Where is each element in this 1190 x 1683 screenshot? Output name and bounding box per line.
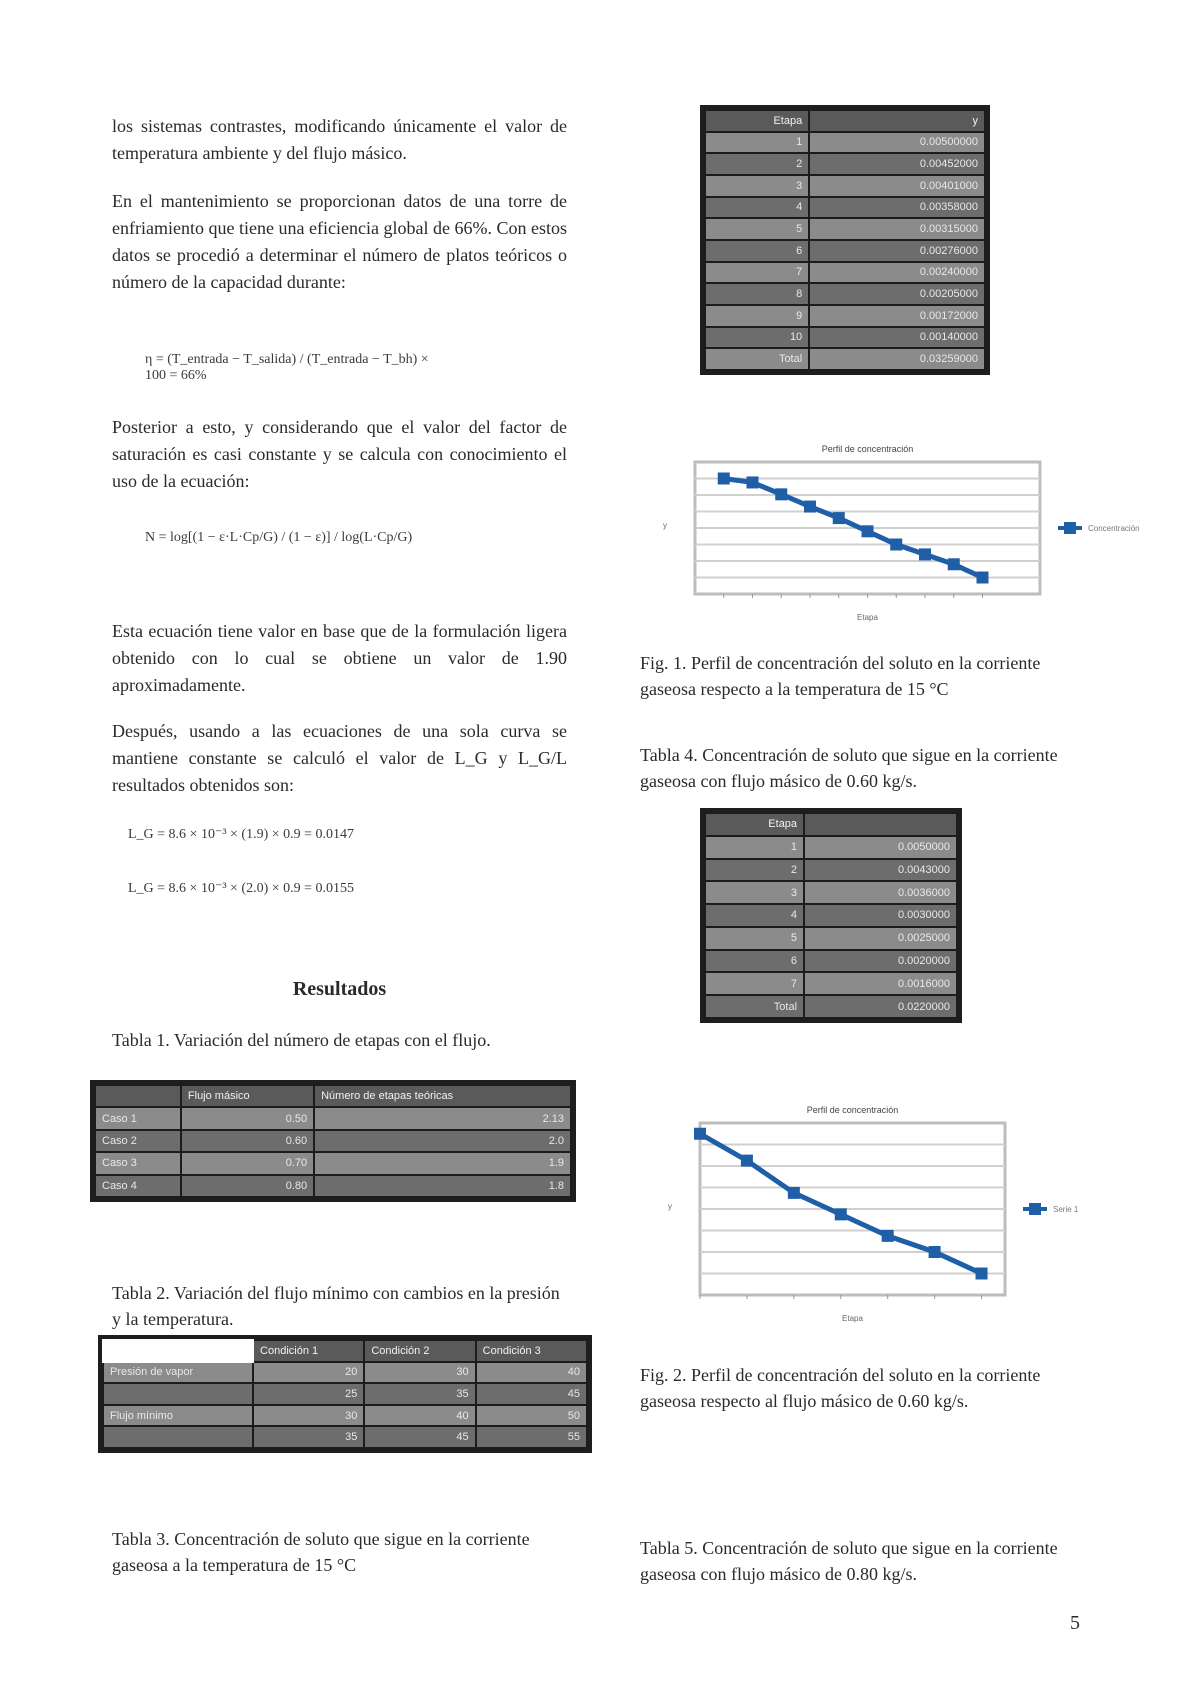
table-header-row	[705, 110, 985, 132]
table-cell: Total	[705, 995, 804, 1018]
chart-1-svg	[630, 430, 1170, 630]
table-row	[705, 836, 957, 859]
table-cell: Total	[705, 348, 809, 370]
table-row	[705, 132, 985, 154]
table-cell: 3	[705, 175, 809, 197]
table-cell: 7	[705, 262, 809, 284]
table-cell: 0.03259000	[809, 348, 985, 370]
table-row	[705, 218, 985, 240]
table-row: Caso 4 0.80 1.8	[95, 1175, 571, 1197]
table4-caption: Tabla 4. Concentración de soluto que sigue en la corriente gaseosa con flujo másico de 0.60 kg/s.	[640, 745, 1058, 791]
table-cell: 5	[705, 218, 809, 240]
table-cell: 6	[705, 240, 809, 262]
data-point	[788, 1187, 800, 1199]
table-cell	[804, 813, 957, 836]
table-row	[705, 950, 957, 973]
table-cell: 4	[705, 197, 809, 219]
legend-label: Concentración	[1088, 524, 1140, 533]
table-cell: 0.0220000	[804, 995, 957, 1018]
data-point	[718, 473, 730, 485]
table-cell: 0.00172000	[809, 305, 985, 327]
table-cell: 3	[705, 881, 804, 904]
fig2-caption: Fig. 2. Perfil de concentración del soluto en la corriente gaseosa respecto al flujo másico de 0.60 kg/s.	[640, 1365, 1041, 1411]
table-cell: 0.00358000	[809, 197, 985, 219]
table-cell: 2	[705, 153, 809, 175]
table-header-cell: Flujo másico	[181, 1085, 314, 1107]
table-cell: 0.00401000	[809, 175, 985, 197]
table-row	[705, 859, 957, 882]
table-header-cell: Número de etapas teóricas	[314, 1085, 571, 1107]
table-cell: 0.00205000	[809, 283, 985, 305]
table-header-cell: Condición 3	[476, 1340, 587, 1362]
table-cell: 1	[705, 836, 804, 859]
equation-stages: N = log[(1 − ε·L·Cp/G) / (1 − ε)] / log(L·Cp/G)	[145, 530, 413, 545]
table-cell: 0.00315000	[809, 218, 985, 240]
equation-efficiency: η = (T_entrada − T_salida) / (T_entrada − T_bh) × 100 = 66%	[145, 352, 429, 383]
table-cell: 0.00276000	[809, 240, 985, 262]
table-row: Caso 3 0.70 1.9	[95, 1152, 571, 1174]
x-axis-label: Etapa	[842, 1314, 863, 1323]
table-row	[705, 348, 985, 370]
data-point	[890, 539, 902, 551]
data-point	[919, 548, 931, 560]
table-row: Caso 2 0.60 2.0	[95, 1130, 571, 1152]
data-point	[929, 1246, 941, 1258]
table-header-cell: Condición 2	[364, 1340, 475, 1362]
legend-marker	[1064, 522, 1076, 534]
data-point	[948, 558, 960, 570]
y-axis-label: y	[668, 1202, 672, 1211]
table-top	[700, 105, 990, 375]
table-row	[705, 197, 985, 219]
table-cell: 0.0036000	[804, 881, 957, 904]
table-cell: 4	[705, 904, 804, 927]
table-cell: 10	[705, 327, 809, 349]
table-cell: Etapa	[705, 813, 804, 836]
table-row	[705, 283, 985, 305]
table-row	[705, 262, 985, 284]
table-cell: 6	[705, 950, 804, 973]
data-point	[804, 501, 816, 513]
results-heading: Resultados	[292, 978, 387, 1000]
table-cell: 0.00452000	[809, 153, 985, 175]
data-point	[862, 525, 874, 537]
table-cell: 0.00240000	[809, 262, 985, 284]
table-cell: y	[809, 110, 985, 132]
data-point	[977, 572, 989, 584]
table1	[90, 1080, 576, 1202]
table-mid	[700, 808, 962, 1023]
paragraph-calc: Después, usando a las ecuaciones de una sola curva se mantiene constante se calculó el valor de L_G y L_G/L resultados obtenidos son:	[112, 721, 567, 795]
table-row: 25 35 45	[103, 1383, 587, 1405]
table-cell: 1	[705, 132, 809, 154]
table-row: Presión de vapor 20 30 40	[103, 1362, 587, 1384]
table-row	[705, 995, 957, 1018]
chart-title: Perfil de concentración	[806, 1105, 899, 1115]
table-cell: 7	[705, 972, 804, 995]
data-point	[833, 512, 845, 524]
data-point	[976, 1268, 988, 1280]
chart-2-svg	[650, 1095, 1130, 1330]
table-header-cell: Condición 1	[253, 1340, 364, 1362]
table-cell: 0.0043000	[804, 859, 957, 882]
data-point	[775, 488, 787, 500]
table-row	[705, 305, 985, 327]
legend-label: Serie 1	[1053, 1205, 1079, 1214]
fig1-caption: Fig. 1. Perfil de concentración del soluto en la corriente gaseosa respecto a la temperatura de 15 °C	[640, 653, 1041, 699]
table-row: Caso 1 0.50 2.13	[95, 1107, 571, 1129]
table-row	[705, 175, 985, 197]
table-cell: 0.0020000	[804, 950, 957, 973]
table-header-cell	[95, 1085, 181, 1107]
table-cell: 8	[705, 283, 809, 305]
table1-caption: Tabla 1. Variación del número de etapas con el flujo.	[112, 1030, 491, 1050]
table-cell: 5	[705, 927, 804, 950]
chart-1	[630, 430, 1170, 630]
table-cell: 0.00140000	[809, 327, 985, 349]
data-point	[835, 1208, 847, 1220]
table-cell: 0.00500000	[809, 132, 985, 154]
table-row	[705, 327, 985, 349]
table-row	[705, 240, 985, 262]
legend-marker	[1029, 1203, 1041, 1215]
table2	[98, 1335, 592, 1453]
paragraph-saturation: Posterior a esto, y considerando que el valor del factor de saturación es casi constante y se calcula con conocimiento el uso de la ecuación:	[112, 417, 567, 491]
table-cell: 9	[705, 305, 809, 327]
paragraph-efficiency: En el mantenimiento se proporcionan datos de una torre de enfriamiento que tiene una eficiencia global de 66%. Con estos datos se procedió a determinar el número de platos teóricos o número de la capacidad durante:	[112, 191, 567, 292]
table-row: 35 45 55	[103, 1426, 587, 1448]
equation-lg-2: L_G = 8.6 × 10⁻³ × (2.0) × 0.9 = 0.0155	[128, 881, 355, 896]
data-point	[882, 1230, 894, 1242]
table3-caption: Tabla 3. Concentración de soluto que sigue en la corriente gaseosa a la temperatura de 15 °C	[112, 1529, 530, 1575]
table-cell: Etapa	[705, 110, 809, 132]
table-cell: 0.0050000	[804, 836, 957, 859]
equation-lg-1: L_G = 8.6 × 10⁻³ × (1.9) × 0.9 = 0.0147	[128, 827, 355, 842]
table-row: Flujo mínimo 30 40 50	[103, 1405, 587, 1427]
table-row	[705, 927, 957, 950]
data-point	[747, 476, 759, 488]
table-cell: 0.0030000	[804, 904, 957, 927]
table-cell: 0.0025000	[804, 927, 957, 950]
chart-title: Perfil de concentración	[821, 444, 914, 454]
data-point	[694, 1128, 706, 1140]
table5-caption: Tabla 5. Concentración de soluto que sigue en la corriente gaseosa con flujo másico de 0.80 kg/s.	[640, 1538, 1058, 1584]
table-header-row	[705, 813, 957, 836]
paragraph-value: Esta ecuación tiene valor en base que de la formulación ligera obtenido con lo cual se obtiene un valor de 1.90 aproximadamente.	[112, 621, 567, 695]
page-number: 5	[1070, 1612, 1080, 1634]
table-cell: 0.0016000	[804, 972, 957, 995]
table-row	[705, 904, 957, 927]
chart-2	[650, 1095, 1130, 1330]
paragraph-intro: los sistemas contrastes, modificando únicamente el valor de temperatura ambiente y del flujo másico.	[112, 116, 567, 163]
table-cell: 2	[705, 859, 804, 882]
table-row	[705, 153, 985, 175]
data-point	[741, 1155, 753, 1167]
y-axis-label: y	[663, 521, 667, 530]
x-axis-label: Etapa	[857, 613, 878, 622]
table2-caption: Tabla 2. Variación del flujo mínimo con cambios en la presión y la temperatura.	[112, 1283, 560, 1329]
table-row	[705, 881, 957, 904]
table-row	[705, 972, 957, 995]
